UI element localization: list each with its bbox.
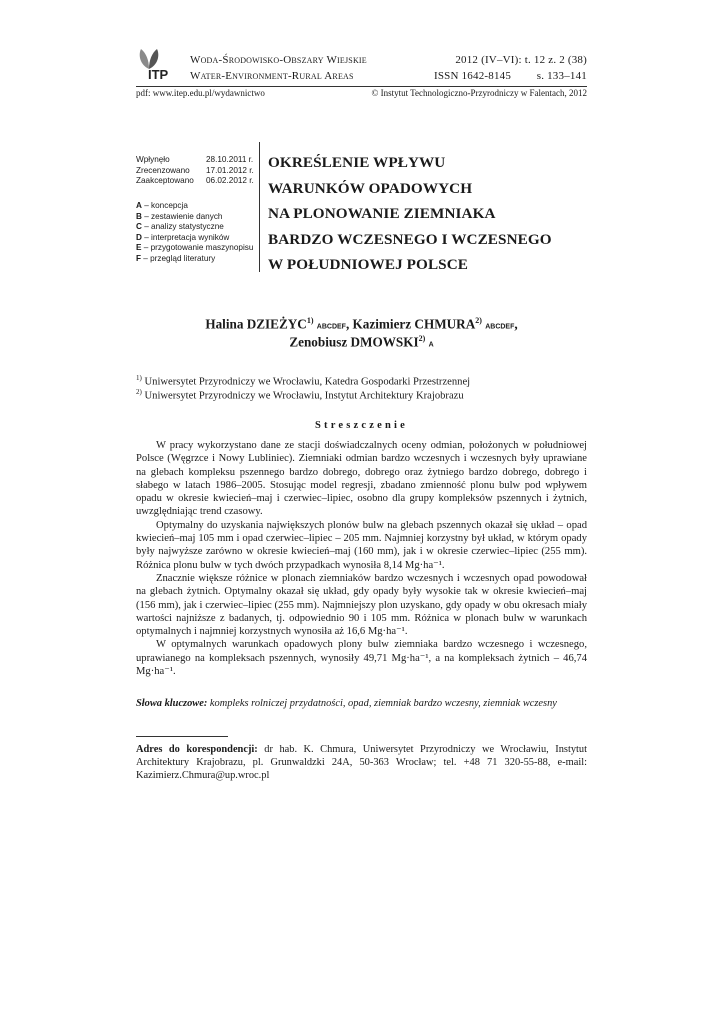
- page-range: s. 133–141: [536, 70, 587, 82]
- correspondence: Adres do korespondencji: dr hab. K. Chmura, Uniwersytet Przyrodniczy we Wrocławiu, Instytut Architektury Krajobrazu, pl. Grunwaldzki 24A, 50-363 Wrocław; tel. +48 71 320-55-88, e-mail: Kazimierz.Chmura@up.wroc.pl: [136, 744, 587, 781]
- abstract-paragraph: W pracy wykorzystano dane ze stacji doświadczalnych oceny odmian, położonych w południowej Polsce (Węgrzce i Nowy Lubliniec). Ziemniaki odmian bardzo wczesnych i wczesnych były uprawiane na glebach kompleksu pszennego bardzo dobrego, dobrego oraz żytniego bardzo dobrego, dobrego i słabego w latach 1986–2005. Stosując model regresji, zbadano zmienność plonu bulw pod wpływem opadu w okresie kwiecień–maj i czerwiec–lipiec, osobno dla grupy kompleksów pszennych i żytnich, uwzględniając trend czasowy.: [136, 440, 587, 518]
- contribution-item: A – koncepcja: [136, 201, 188, 210]
- issn: ISSN 1642-8145: [434, 70, 512, 82]
- authors-line-1: Halina DZIEŻYC$^{1)}$ ABCDEF, Kazimierz CHMURA$^{2)}$ ABCDEF,: [205, 316, 518, 332]
- date-row: Zaakceptowano 06.02.2012 r.: [136, 176, 254, 186]
- date-row: Zrecenzowano 17.01.2012 r.: [136, 165, 254, 175]
- contribution-item: C – analizy statystyczne: [136, 222, 224, 232]
- header-rule: [136, 86, 587, 87]
- pdf-url: pdf: www.itep.edu.pl/wydawnictwo: [136, 88, 265, 98]
- journal-title-en: Water-Environment-Rural Areas: [190, 70, 354, 82]
- journal-title-pl: Woda-Środowisko-Obszary Wiejskie: [190, 54, 367, 66]
- contribution-item: D – interpretacja wyników: [136, 232, 230, 242]
- footnote-rule: [136, 736, 228, 737]
- vertical-divider: [259, 142, 260, 272]
- title-line: NA PLONOWANIE ZIEMNIAKA: [268, 205, 496, 222]
- copyright: © Instytut Technologiczno-Przyrodniczy w Falentach, 2012: [371, 88, 587, 98]
- author-name: Zenobiusz DMOWSKI: [289, 334, 419, 350]
- date-row: Wpłynęło 28.10.2011 r.: [136, 155, 254, 164]
- title-line: OKREŚLENIE WPŁYWU: [268, 154, 446, 171]
- keywords: Słowa kluczowe: kompleks rolniczej przydatności, opad, ziemniak bardzo wczesny, ziemniak wczesny: [136, 698, 557, 709]
- affiliation: $^{1)}$ Uniwersytet Przyrodniczy we Wrocławiu, Katedra Gospodarki Przestrzennej: [136, 374, 471, 388]
- author-name: Halina DZIEŻYC: [205, 316, 307, 332]
- authors-line-2: Zenobiusz DMOWSKI$^{2)}$ A: [289, 334, 434, 350]
- abstract-paragraph: Znacznie większe różnice w plonach ziemniaków bardzo wczesnych i wczesnych opad powodował na glebach żytnich. Optymalny okazał się układ, gdy opady były wysokie tak w okresie kwiecień–maj (156 mm), jak i czerwiec–lipiec (255 mm). Najmniejszy plon uzyskano, gdy opady w obu okresach miały wartości najniższe z badanych, tj. odpowiednio 90 i 105 mm. Różnica w plonach bulw w warunkach optymalnych i najmniej korzystnych wynosiła aż 16,6 Mg·ha⁻¹.: [136, 572, 587, 638]
- title-line: BARDZO WCZESNEGO I WCZESNEGO: [268, 230, 552, 248]
- abstract-heading: Streszczenie: [314, 420, 408, 431]
- dates-block: [136, 155, 254, 187]
- title-line: WARUNKÓW OPADOWYCH: [268, 179, 473, 197]
- author-name: Kazimierz CHMURA: [352, 316, 476, 332]
- abstract-paragraph: W optymalnych warunkach opadowych plony bulw ziemniaka bardzo wczesnego i wczesnego, uprawianego na kompleksach pszennych, wynosiły 49,71 Mg·ha⁻¹, a na kompleksach żytnich – 46,74 Mg·ha⁻¹.: [136, 639, 587, 678]
- contribution-item: B – zestawienie danych: [136, 211, 223, 221]
- contribution-item: F – przegląd literatury: [136, 253, 216, 263]
- contribution-item: E – przygotowanie maszynopisu: [136, 243, 254, 253]
- paper-title: [268, 150, 598, 278]
- affiliation: $^{2)}$ Uniwersytet Przyrodniczy we Wrocławiu, Instytut Architektury Krajobrazu: [136, 388, 464, 402]
- contributions-block: [136, 201, 253, 265]
- abstract-paragraph: Optymalny do uzyskania największych plonów bulw na glebach pszennych okazał się układ – opad kwiecień–maj 105 mm i opad czerwiec–lipiec – 205 mm. Najmniej korzystny był układ, w którym opady były najwyższe zarówno w okresie kwiecień–maj (160 mm), jak i w okresie czerwiec–lipiec (255 mm). Różnica plonu bulw w tych dwóch przypadkach wynosiła 8,14 Mg·ha⁻¹.: [136, 519, 587, 571]
- abstract-body: [136, 439, 587, 678]
- issue-info: 2012 (IV–VI): t. 12 z. 2 (38): [455, 54, 587, 66]
- itp-logo-text: ITP: [148, 67, 169, 82]
- title-line: W POŁUDNIOWEJ POLSCE: [268, 256, 469, 273]
